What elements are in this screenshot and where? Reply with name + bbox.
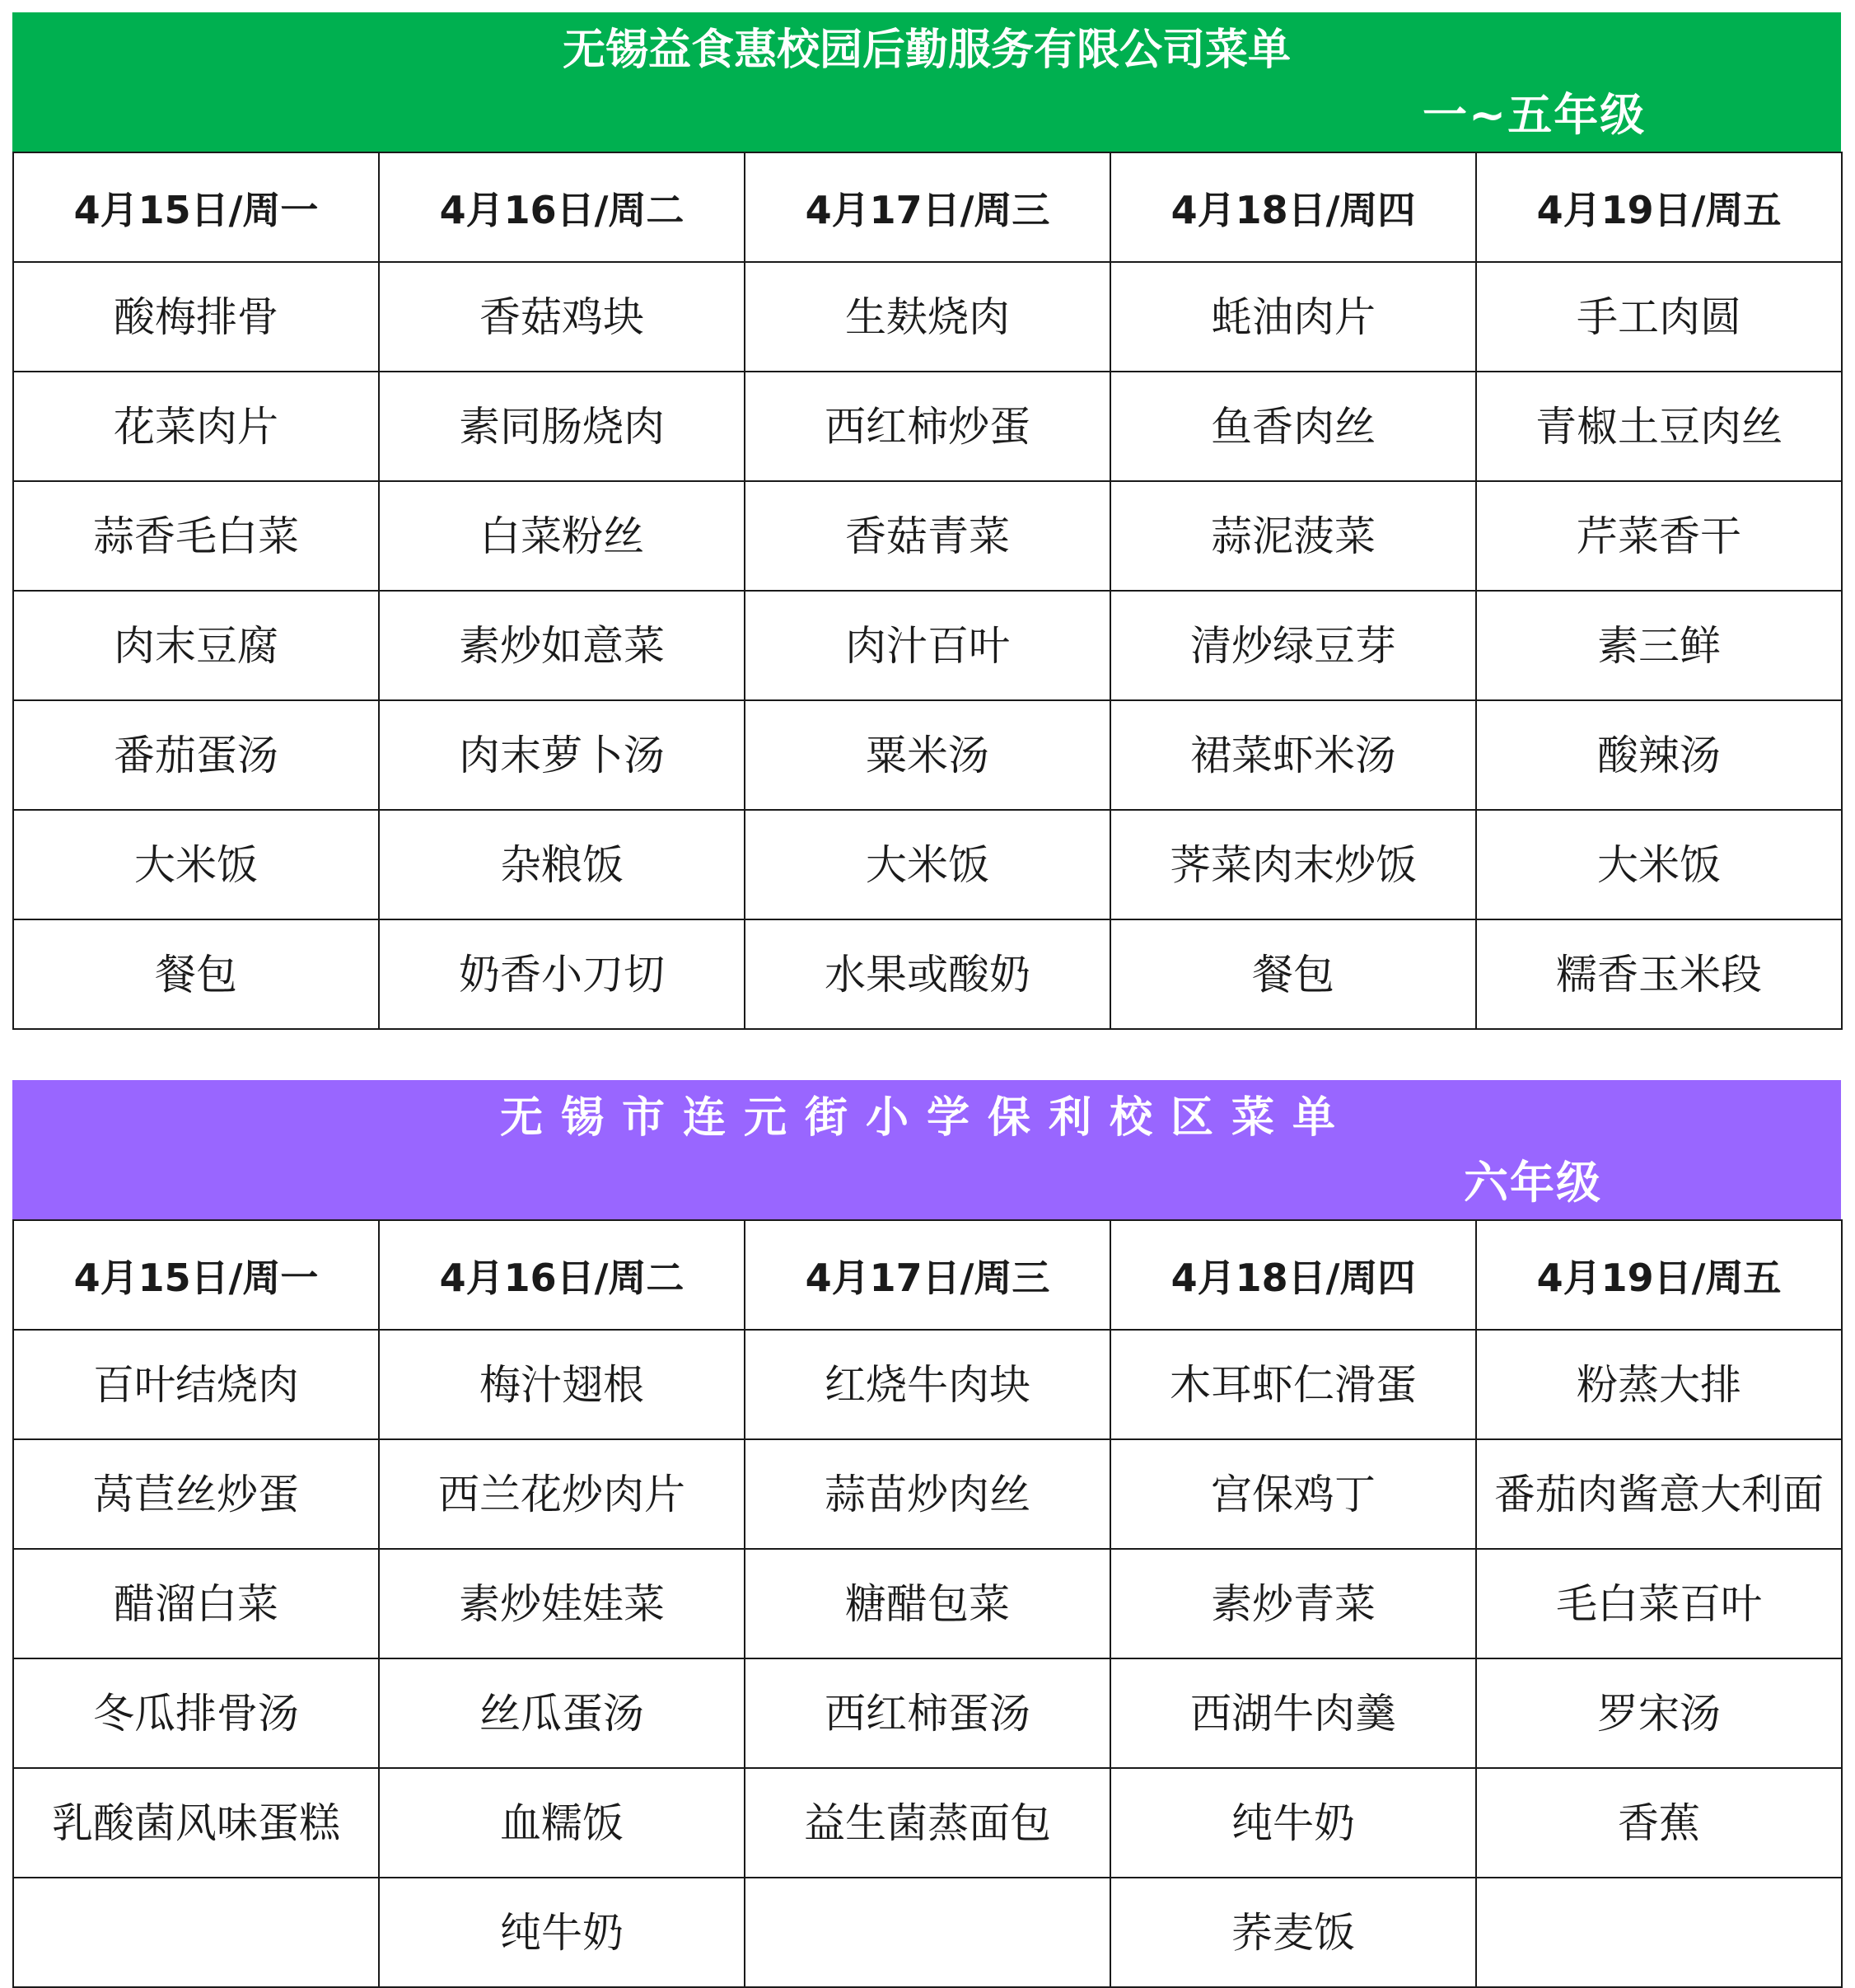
table-row <box>13 262 1842 372</box>
day-header: 4月15日/周一 <box>13 152 379 262</box>
dish-cell <box>13 1878 379 1987</box>
day-header: 4月17日/周三 <box>745 1220 1110 1330</box>
dish-cell: 乳酸菌风味蛋糕 <box>13 1768 379 1878</box>
table-row <box>13 1439 1842 1549</box>
dish-cell: 生麸烧肉 <box>745 262 1110 372</box>
dish-cell: 蚝油肉片 <box>1110 262 1476 372</box>
dish-cell: 毛白菜百叶 <box>1476 1549 1842 1658</box>
dish-cell: 蒜苗炒肉丝 <box>745 1439 1110 1549</box>
menu-table <box>12 1219 1843 1988</box>
dish-cell: 糯香玉米段 <box>1476 919 1842 1029</box>
day-header-row <box>13 1220 1842 1330</box>
dish-cell: 香蕉 <box>1476 1768 1842 1878</box>
dish-cell: 梅汁翅根 <box>379 1330 745 1439</box>
dish-cell: 肉末萝卜汤 <box>379 700 745 810</box>
table-row <box>13 1658 1842 1768</box>
menu-block-grade-6 <box>12 1080 1841 1988</box>
dish-cell: 冬瓜排骨汤 <box>13 1658 379 1768</box>
dish-cell <box>1476 1878 1842 1987</box>
dish-cell: 奶香小刀切 <box>379 919 745 1029</box>
dish-cell: 素炒娃娃菜 <box>379 1549 745 1658</box>
day-header: 4月16日/周二 <box>379 1220 745 1330</box>
dish-cell: 宫保鸡丁 <box>1110 1439 1476 1549</box>
menu-title: 无锡益食惠校园后勤服务有限公司菜单 <box>562 26 1291 75</box>
dish-cell: 血糯饭 <box>379 1768 745 1878</box>
dish-cell: 西红柿蛋汤 <box>745 1658 1110 1768</box>
dish-cell: 益生菌蒸面包 <box>745 1768 1110 1878</box>
dish-cell: 肉汁百叶 <box>745 591 1110 700</box>
menu-block-grades-1-5 <box>12 12 1841 1030</box>
dish-cell: 百叶结烧肉 <box>13 1330 379 1439</box>
dish-cell: 肉末豆腐 <box>13 591 379 700</box>
dish-cell: 粉蒸大排 <box>1476 1330 1842 1439</box>
table-row <box>13 919 1842 1029</box>
dish-cell: 红烧牛肉块 <box>745 1330 1110 1439</box>
day-header-row <box>13 152 1842 262</box>
grade-label: 一~五年级 <box>1423 89 1647 141</box>
dish-cell: 大米饭 <box>1476 810 1842 919</box>
day-header: 4月18日/周四 <box>1110 1220 1476 1330</box>
dish-cell: 大米饭 <box>13 810 379 919</box>
dish-cell: 纯牛奶 <box>379 1878 745 1987</box>
dish-cell: 莴苣丝炒蛋 <box>13 1439 379 1549</box>
dish-cell: 糖醋包菜 <box>745 1549 1110 1658</box>
dish-cell: 酸辣汤 <box>1476 700 1842 810</box>
dish-cell: 香菇鸡块 <box>379 262 745 372</box>
menu-title: 无锡市连元街小学保利校区菜单 <box>499 1093 1353 1143</box>
menu-banner <box>12 1080 1841 1219</box>
table-row <box>13 372 1842 481</box>
dish-cell: 醋溜白菜 <box>13 1549 379 1658</box>
table-row <box>13 1549 1842 1658</box>
day-header: 4月19日/周五 <box>1476 1220 1842 1330</box>
dish-cell: 粟米汤 <box>745 700 1110 810</box>
table-row <box>13 591 1842 700</box>
dish-cell: 番茄蛋汤 <box>13 700 379 810</box>
dish-cell: 素同肠烧肉 <box>379 372 745 481</box>
dish-cell: 纯牛奶 <box>1110 1768 1476 1878</box>
dish-cell: 餐包 <box>1110 919 1476 1029</box>
day-header: 4月17日/周三 <box>745 152 1110 262</box>
dish-cell: 西红柿炒蛋 <box>745 372 1110 481</box>
dish-cell: 木耳虾仁滑蛋 <box>1110 1330 1476 1439</box>
dish-cell: 芹菜香干 <box>1476 481 1842 591</box>
menu-banner <box>12 12 1841 152</box>
dish-cell: 酸梅排骨 <box>13 262 379 372</box>
dish-cell: 裙菜虾米汤 <box>1110 700 1476 810</box>
dish-cell: 荞麦饭 <box>1110 1878 1476 1987</box>
dish-cell: 青椒土豆肉丝 <box>1476 372 1842 481</box>
dish-cell: 香菇青菜 <box>745 481 1110 591</box>
dish-cell: 素炒青菜 <box>1110 1549 1476 1658</box>
table-row <box>13 700 1842 810</box>
day-header: 4月19日/周五 <box>1476 152 1842 262</box>
dish-cell: 番茄肉酱意大利面 <box>1476 1439 1842 1549</box>
dish-cell: 素三鲜 <box>1476 591 1842 700</box>
menu-table <box>12 152 1843 1030</box>
table-row <box>13 1330 1842 1439</box>
dish-cell: 荠菜肉末炒饭 <box>1110 810 1476 919</box>
dish-cell: 西兰花炒肉片 <box>379 1439 745 1549</box>
dish-cell: 鱼香肉丝 <box>1110 372 1476 481</box>
table-row <box>13 481 1842 591</box>
dish-cell: 手工肉圆 <box>1476 262 1842 372</box>
dish-cell: 白菜粉丝 <box>379 481 745 591</box>
dish-cell: 蒜泥菠菜 <box>1110 481 1476 591</box>
dish-cell: 大米饭 <box>745 810 1110 919</box>
dish-cell: 水果或酸奶 <box>745 919 1110 1029</box>
dish-cell: 花菜肉片 <box>13 372 379 481</box>
dish-cell: 清炒绿豆芽 <box>1110 591 1476 700</box>
day-header: 4月15日/周一 <box>13 1220 379 1330</box>
table-row <box>13 810 1842 919</box>
dish-cell: 蒜香毛白菜 <box>13 481 379 591</box>
table-row <box>13 1878 1842 1987</box>
table-row <box>13 1768 1842 1878</box>
dish-cell: 丝瓜蛋汤 <box>379 1658 745 1768</box>
dish-cell: 杂粮饭 <box>379 810 745 919</box>
day-header: 4月16日/周二 <box>379 152 745 262</box>
dish-cell: 素炒如意菜 <box>379 591 745 700</box>
dish-cell: 罗宋汤 <box>1476 1658 1842 1768</box>
dish-cell: 餐包 <box>13 919 379 1029</box>
dish-cell <box>745 1878 1110 1987</box>
grade-label: 六年级 <box>1464 1157 1602 1209</box>
day-header: 4月18日/周四 <box>1110 152 1476 262</box>
dish-cell: 西湖牛肉羹 <box>1110 1658 1476 1768</box>
